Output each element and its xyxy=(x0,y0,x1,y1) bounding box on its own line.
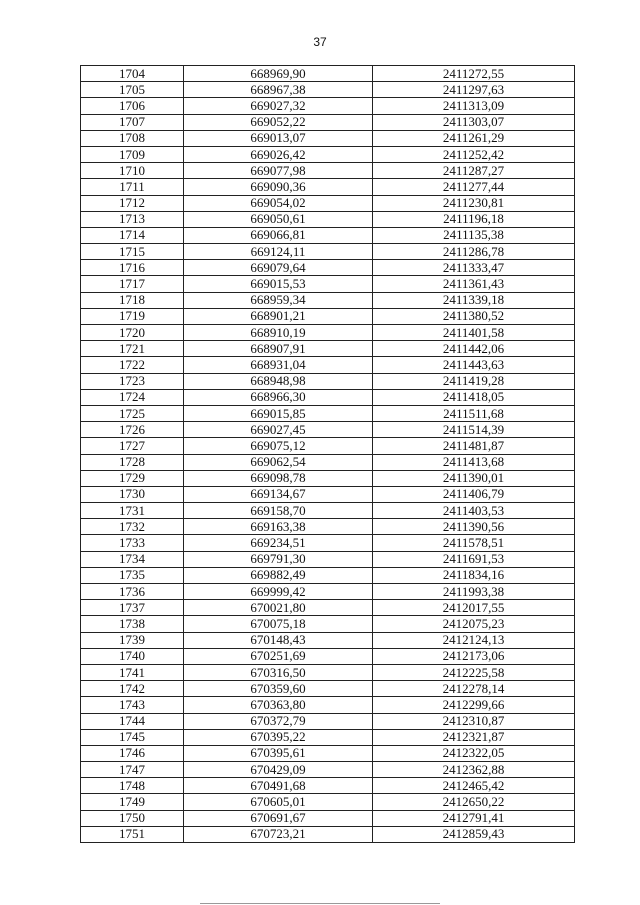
x-coordinate-cell: 669163,38 xyxy=(184,519,373,535)
point-number-cell: 1743 xyxy=(81,697,184,713)
point-number-cell: 1716 xyxy=(81,260,184,276)
x-coordinate-cell: 670605,01 xyxy=(184,794,373,810)
x-coordinate-cell: 669079,64 xyxy=(184,260,373,276)
table-row xyxy=(81,130,575,146)
y-coordinate-cell: 2411401,58 xyxy=(373,325,575,341)
point-number-cell: 1725 xyxy=(81,405,184,421)
y-coordinate-cell: 2411443,63 xyxy=(373,357,575,373)
point-number-cell: 1706 xyxy=(81,98,184,114)
y-coordinate-cell: 2411333,47 xyxy=(373,260,575,276)
y-coordinate-cell: 2411390,01 xyxy=(373,470,575,486)
x-coordinate-cell: 669027,32 xyxy=(184,98,373,114)
y-coordinate-cell: 2411418,05 xyxy=(373,389,575,405)
y-coordinate-cell: 2411272,55 xyxy=(373,66,575,82)
x-coordinate-cell: 669134,67 xyxy=(184,486,373,502)
x-coordinate-cell: 670395,22 xyxy=(184,729,373,745)
point-number-cell: 1721 xyxy=(81,341,184,357)
point-number-cell: 1740 xyxy=(81,648,184,664)
y-coordinate-cell: 2411230,81 xyxy=(373,195,575,211)
point-number-cell: 1747 xyxy=(81,762,184,778)
x-coordinate-cell: 668967,38 xyxy=(184,82,373,98)
y-coordinate-cell: 2411287,27 xyxy=(373,163,575,179)
point-number-cell: 1719 xyxy=(81,308,184,324)
table-row xyxy=(81,114,575,130)
y-coordinate-cell: 2412225,58 xyxy=(373,664,575,680)
y-coordinate-cell: 2411511,68 xyxy=(373,405,575,421)
table-row xyxy=(81,422,575,438)
point-number-cell: 1729 xyxy=(81,470,184,486)
point-number-cell: 1705 xyxy=(81,82,184,98)
point-number-cell: 1711 xyxy=(81,179,184,195)
table-row xyxy=(81,519,575,535)
x-coordinate-cell: 669054,02 xyxy=(184,195,373,211)
point-number-cell: 1742 xyxy=(81,681,184,697)
x-coordinate-cell: 669124,11 xyxy=(184,244,373,260)
table-row xyxy=(81,762,575,778)
y-coordinate-cell: 2411403,53 xyxy=(373,503,575,519)
table-row xyxy=(81,535,575,551)
x-coordinate-cell: 668969,90 xyxy=(184,66,373,82)
table-row xyxy=(81,98,575,114)
table-row xyxy=(81,211,575,227)
table-row xyxy=(81,341,575,357)
table-row xyxy=(81,681,575,697)
point-number-cell: 1717 xyxy=(81,276,184,292)
table-row xyxy=(81,227,575,243)
table-row xyxy=(81,810,575,826)
x-coordinate-cell: 670251,69 xyxy=(184,648,373,664)
x-coordinate-cell: 668907,91 xyxy=(184,341,373,357)
table-row xyxy=(81,405,575,421)
point-number-cell: 1741 xyxy=(81,664,184,680)
table-row xyxy=(81,66,575,82)
point-number-cell: 1709 xyxy=(81,146,184,162)
x-coordinate-cell: 669013,07 xyxy=(184,130,373,146)
y-coordinate-cell: 2411135,38 xyxy=(373,227,575,243)
y-coordinate-cell: 2412791,41 xyxy=(373,810,575,826)
point-number-cell: 1704 xyxy=(81,66,184,82)
y-coordinate-cell: 2411252,42 xyxy=(373,146,575,162)
footer-divider xyxy=(200,903,440,904)
table-row xyxy=(81,600,575,616)
coordinates-table xyxy=(80,65,575,843)
y-coordinate-cell: 2412465,42 xyxy=(373,778,575,794)
point-number-cell: 1727 xyxy=(81,438,184,454)
table-row xyxy=(81,308,575,324)
y-coordinate-cell: 2412299,66 xyxy=(373,697,575,713)
y-coordinate-cell: 2411834,16 xyxy=(373,567,575,583)
x-coordinate-cell: 669882,49 xyxy=(184,567,373,583)
x-coordinate-cell: 669090,36 xyxy=(184,179,373,195)
point-number-cell: 1720 xyxy=(81,325,184,341)
y-coordinate-cell: 2412322,05 xyxy=(373,745,575,761)
x-coordinate-cell: 670691,67 xyxy=(184,810,373,826)
y-coordinate-cell: 2411993,38 xyxy=(373,584,575,600)
x-coordinate-cell: 669077,98 xyxy=(184,163,373,179)
y-coordinate-cell: 2411442,06 xyxy=(373,341,575,357)
point-number-cell: 1730 xyxy=(81,486,184,502)
point-number-cell: 1723 xyxy=(81,373,184,389)
table-row xyxy=(81,729,575,745)
table-row xyxy=(81,244,575,260)
table-row xyxy=(81,697,575,713)
point-number-cell: 1751 xyxy=(81,826,184,842)
table-row xyxy=(81,146,575,162)
y-coordinate-cell: 2412650,22 xyxy=(373,794,575,810)
y-coordinate-cell: 2412124,13 xyxy=(373,632,575,648)
table-row xyxy=(81,389,575,405)
point-number-cell: 1708 xyxy=(81,130,184,146)
point-number-cell: 1748 xyxy=(81,778,184,794)
y-coordinate-cell: 2411361,43 xyxy=(373,276,575,292)
y-coordinate-cell: 2412310,87 xyxy=(373,713,575,729)
point-number-cell: 1726 xyxy=(81,422,184,438)
table-row xyxy=(81,292,575,308)
x-coordinate-cell: 669015,53 xyxy=(184,276,373,292)
point-number-cell: 1713 xyxy=(81,211,184,227)
x-coordinate-cell: 669158,70 xyxy=(184,503,373,519)
table-row xyxy=(81,260,575,276)
x-coordinate-cell: 668948,98 xyxy=(184,373,373,389)
x-coordinate-cell: 669066,81 xyxy=(184,227,373,243)
y-coordinate-cell: 2411303,07 xyxy=(373,114,575,130)
table-row xyxy=(81,794,575,810)
table-row xyxy=(81,357,575,373)
x-coordinate-cell: 669999,42 xyxy=(184,584,373,600)
table-row xyxy=(81,325,575,341)
y-coordinate-cell: 2412278,14 xyxy=(373,681,575,697)
point-number-cell: 1715 xyxy=(81,244,184,260)
y-coordinate-cell: 2411339,18 xyxy=(373,292,575,308)
table-row xyxy=(81,276,575,292)
table-row xyxy=(81,179,575,195)
x-coordinate-cell: 669027,45 xyxy=(184,422,373,438)
point-number-cell: 1749 xyxy=(81,794,184,810)
table-row xyxy=(81,632,575,648)
y-coordinate-cell: 2412075,23 xyxy=(373,616,575,632)
point-number-cell: 1738 xyxy=(81,616,184,632)
y-coordinate-cell: 2411413,68 xyxy=(373,454,575,470)
x-coordinate-cell: 669050,61 xyxy=(184,211,373,227)
y-coordinate-cell: 2412859,43 xyxy=(373,826,575,842)
table-row xyxy=(81,486,575,502)
table-row xyxy=(81,616,575,632)
y-coordinate-cell: 2412017,55 xyxy=(373,600,575,616)
y-coordinate-cell: 2411514,39 xyxy=(373,422,575,438)
y-coordinate-cell: 2411390,56 xyxy=(373,519,575,535)
x-coordinate-cell: 669098,78 xyxy=(184,470,373,486)
point-number-cell: 1736 xyxy=(81,584,184,600)
table-row xyxy=(81,454,575,470)
x-coordinate-cell: 669026,42 xyxy=(184,146,373,162)
x-coordinate-cell: 670316,50 xyxy=(184,664,373,680)
point-number-cell: 1746 xyxy=(81,745,184,761)
y-coordinate-cell: 2412321,87 xyxy=(373,729,575,745)
x-coordinate-cell: 669015,85 xyxy=(184,405,373,421)
table-row xyxy=(81,163,575,179)
table-row xyxy=(81,82,575,98)
x-coordinate-cell: 670075,18 xyxy=(184,616,373,632)
x-coordinate-cell: 670395,61 xyxy=(184,745,373,761)
table-row xyxy=(81,584,575,600)
point-number-cell: 1707 xyxy=(81,114,184,130)
x-coordinate-cell: 669052,22 xyxy=(184,114,373,130)
table-row xyxy=(81,551,575,567)
y-coordinate-cell: 2411277,44 xyxy=(373,179,575,195)
y-coordinate-cell: 2411380,52 xyxy=(373,308,575,324)
table-row xyxy=(81,745,575,761)
x-coordinate-cell: 668901,21 xyxy=(184,308,373,324)
table-row xyxy=(81,195,575,211)
x-coordinate-cell: 670491,68 xyxy=(184,778,373,794)
point-number-cell: 1735 xyxy=(81,567,184,583)
x-coordinate-cell: 668959,34 xyxy=(184,292,373,308)
table-row xyxy=(81,826,575,842)
y-coordinate-cell: 2411313,09 xyxy=(373,98,575,114)
x-coordinate-cell: 670372,79 xyxy=(184,713,373,729)
x-coordinate-cell: 669062,54 xyxy=(184,454,373,470)
x-coordinate-cell: 670363,80 xyxy=(184,697,373,713)
y-coordinate-cell: 2412173,06 xyxy=(373,648,575,664)
point-number-cell: 1745 xyxy=(81,729,184,745)
y-coordinate-cell: 2411578,51 xyxy=(373,535,575,551)
point-number-cell: 1734 xyxy=(81,551,184,567)
point-number-cell: 1731 xyxy=(81,503,184,519)
point-number-cell: 1718 xyxy=(81,292,184,308)
y-coordinate-cell: 2411406,79 xyxy=(373,486,575,502)
y-coordinate-cell: 2411419,28 xyxy=(373,373,575,389)
y-coordinate-cell: 2411297,63 xyxy=(373,82,575,98)
y-coordinate-cell: 2411196,18 xyxy=(373,211,575,227)
point-number-cell: 1712 xyxy=(81,195,184,211)
y-coordinate-cell: 2411286,78 xyxy=(373,244,575,260)
x-coordinate-cell: 670021,80 xyxy=(184,600,373,616)
table-row xyxy=(81,664,575,680)
x-coordinate-cell: 670429,09 xyxy=(184,762,373,778)
table-row xyxy=(81,373,575,389)
y-coordinate-cell: 2411481,87 xyxy=(373,438,575,454)
x-coordinate-cell: 670359,60 xyxy=(184,681,373,697)
point-number-cell: 1714 xyxy=(81,227,184,243)
point-number-cell: 1737 xyxy=(81,600,184,616)
point-number-cell: 1733 xyxy=(81,535,184,551)
table-row xyxy=(81,713,575,729)
x-coordinate-cell: 670723,21 xyxy=(184,826,373,842)
table-row xyxy=(81,470,575,486)
page-number: 37 xyxy=(313,35,327,49)
x-coordinate-cell: 668910,19 xyxy=(184,325,373,341)
point-number-cell: 1744 xyxy=(81,713,184,729)
x-coordinate-cell: 668931,04 xyxy=(184,357,373,373)
x-coordinate-cell: 669234,51 xyxy=(184,535,373,551)
point-number-cell: 1724 xyxy=(81,389,184,405)
table-row xyxy=(81,438,575,454)
table-row xyxy=(81,567,575,583)
point-number-cell: 1710 xyxy=(81,163,184,179)
point-number-cell: 1722 xyxy=(81,357,184,373)
x-coordinate-cell: 669791,30 xyxy=(184,551,373,567)
table-row xyxy=(81,648,575,664)
x-coordinate-cell: 668966,30 xyxy=(184,389,373,405)
point-number-cell: 1728 xyxy=(81,454,184,470)
table-row xyxy=(81,778,575,794)
point-number-cell: 1732 xyxy=(81,519,184,535)
y-coordinate-cell: 2412362,88 xyxy=(373,762,575,778)
x-coordinate-cell: 669075,12 xyxy=(184,438,373,454)
y-coordinate-cell: 2411261,29 xyxy=(373,130,575,146)
x-coordinate-cell: 670148,43 xyxy=(184,632,373,648)
table-body xyxy=(81,66,575,843)
table-row xyxy=(81,503,575,519)
point-number-cell: 1739 xyxy=(81,632,184,648)
y-coordinate-cell: 2411691,53 xyxy=(373,551,575,567)
point-number-cell: 1750 xyxy=(81,810,184,826)
